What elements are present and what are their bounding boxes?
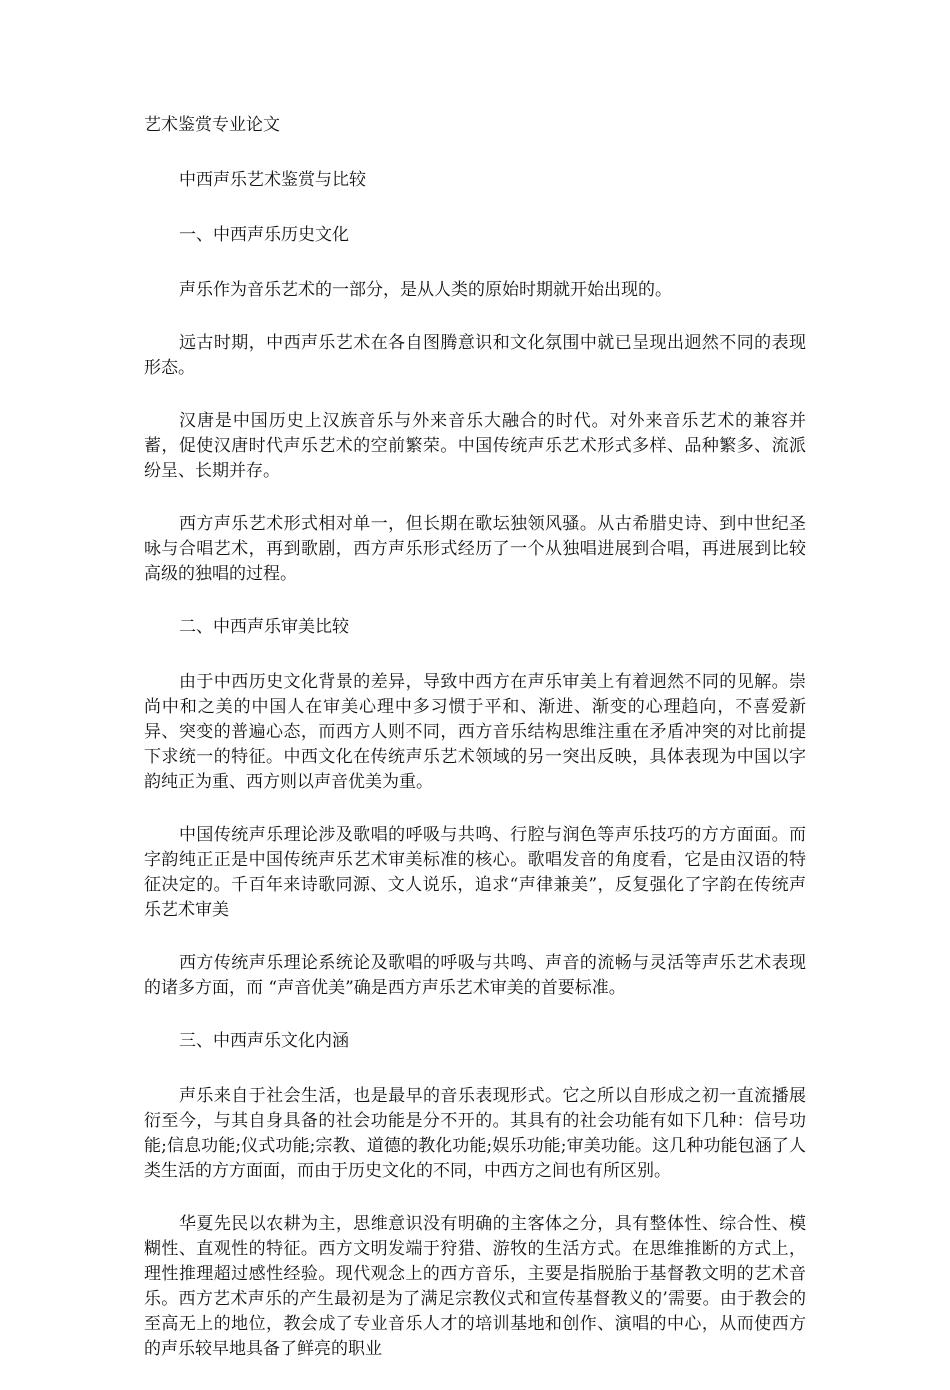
- paragraph: 声乐作为音乐艺术的一部分，是从人类的原始时期就开始出现的。: [179, 280, 672, 300]
- section-heading-1: 一、中西声乐历史文化: [179, 225, 349, 245]
- paragraph: 由于中西历史文化背景的差异，导致中西方在声乐审美上有着迥然不同的见解。崇尚中和之美的中国人在审美心理中多习惯于平和、渐进、渐变的心理趋向，不喜爱新异、突变的普遍心态，而西方人则不同，西方音乐结构思维注重在矛盾冲突的对比前提下求统一的特征。中西文化在传统声乐艺术领域的另一突出反映，具体表现为中国以字韵纯正为重、西方则以声音优美为重。: [144, 672, 806, 792]
- document-category-label: 艺术鉴赏专业论文: [144, 115, 280, 135]
- document-title: 中西声乐艺术鉴赏与比较: [179, 170, 366, 190]
- document-page: [144, 112, 806, 1390]
- paragraph: 中国传统声乐理论涉及歌唱的呼吸与共鸣、行腔与润色等声乐技巧的方方面面。而字韵纯正正是中国传统声乐艺术审美标准的核心。歌唱发音的角度看，它是由汉语的特征决定的。千百年来诗歌同源、文人说乐，追求“声律兼美”，反复强化了字韵在传统声乐艺术审美: [144, 825, 806, 920]
- section-heading-2: 二、中西声乐审美比较: [179, 617, 349, 637]
- paragraph: 声乐来自于社会生活，也是最早的音乐表现形式。它之所以自形成之初一直流播展衍至今，与其自身具备的社会功能是分不开的。其具有的社会功能有如下几种：信号功能;信息功能;仪式功能;宗教、道德的教化功能;娱乐功能;审美功能。这几种功能包涵了人类生活的方方面面，而由于历史文化的不同，中西方之间也有所区别。: [144, 1086, 806, 1181]
- paragraph: 西方声乐艺术形式相对单一，但长期在歌坛独领风骚。从古希腊史诗、到中世纪圣咏与合唱艺术，再到歌剧，西方声乐形式经历了一个从独唱进展到合唱，再进展到比较高级的独唱的过程。: [144, 514, 806, 584]
- paragraph: 汉唐是中国历史上汉族音乐与外来音乐大融合的时代。对外来音乐艺术的兼容并蓄，促使汉唐时代声乐艺术的空前繁荣。中国传统声乐艺术形式多样、品种繁多、流派纷呈、长期并存。: [144, 411, 806, 481]
- paragraph: 远古时期，中西声乐艺术在各自图腾意识和文化氛围中就已呈现出迥然不同的表现形态。: [144, 333, 806, 378]
- section-heading-3: 三、中西声乐文化内涵: [179, 1031, 349, 1051]
- paragraph: 西方传统声乐理论系统论及歌唱的呼吸与共鸣、声音的流畅与灵活等声乐艺术表现的诸多方面，而 “声音优美”确是西方声乐艺术审美的首要标准。: [144, 953, 806, 998]
- paragraph: 华夏先民以农耕为主，思维意识没有明确的主客体之分，具有整体性、综合性、模糊性、直观性的特征。西方文明发端于狩猎、游牧的生活方式。在思维推断的方式上，理性推理超过感性经验。现代观念上的西方音乐，主要是指脱胎于基督教文明的艺术音乐。西方艺术声乐的产生最初是为了满足宗教仪式和宣传基督教义的’需要。由于教会的至高无上的地位，教会成了专业音乐人才的培训基地和创作、演唱的中心，从而使西方的声乐较早地具备了鲜亮的职业: [144, 1214, 806, 1359]
